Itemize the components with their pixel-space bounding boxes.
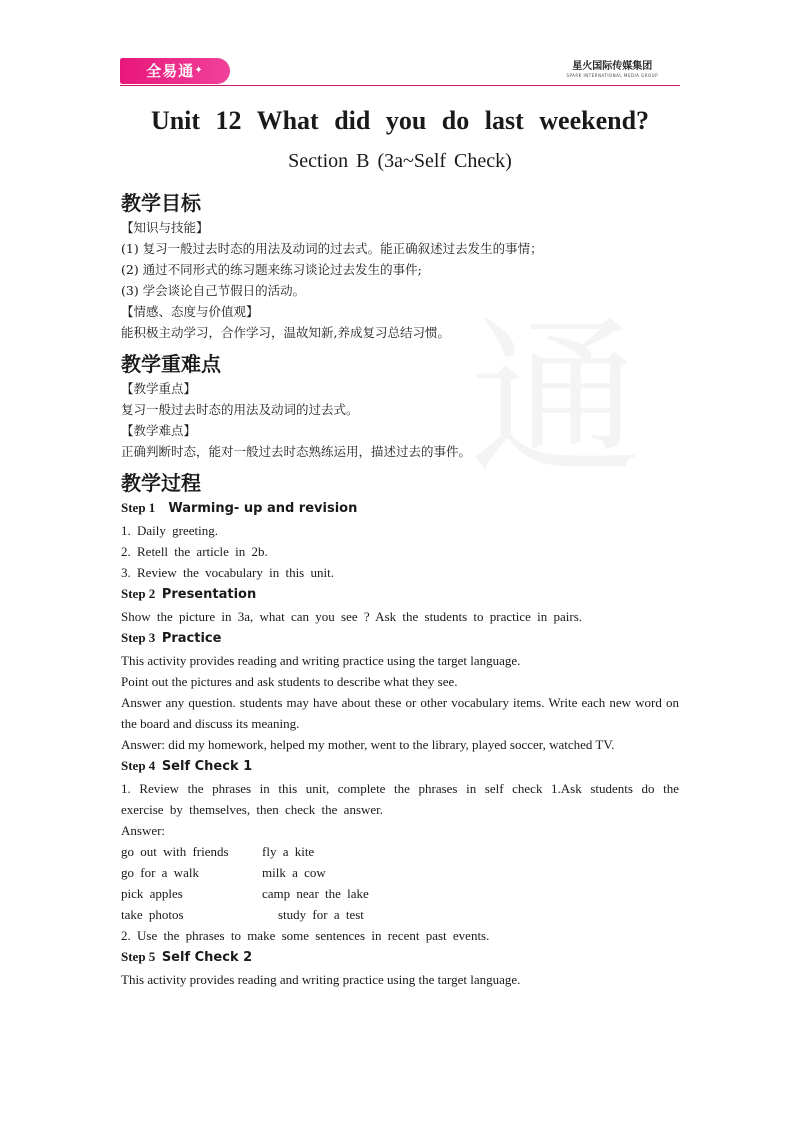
objective-item: (2) 通过不同形式的练习题来练习谈论过去发生的事件; [121,262,422,277]
step-heading [121,583,679,606]
phrase: study for a test [278,907,364,922]
difficulty-text: 正确判断时态，能对一般过去时态熟练运用，描述过去的事件。 [121,444,472,459]
objective-item: (1) 复习一般过去时态的用法及动词的过去式。能正确叙述过去发生的事情； [121,241,543,256]
step-heading [121,627,679,650]
page-subtitle: Section B (3a~Self Check) [288,150,512,172]
step-line: This activity provides reading and writing practice using the target language. [121,972,521,987]
phrase: fly a kite [262,844,315,859]
publisher-name-en: SPARK INTERNATIONAL MEDIA GROUP [566,73,658,78]
phrase-row [121,841,679,862]
step-title: Practice [161,631,222,646]
phrase: take photos [121,907,184,922]
focus-label: 【教学重点】 [121,381,197,396]
section-heading-key-points: 教学重难点 [121,352,221,376]
phrase: go out with friends [121,844,229,859]
step-title: Self Check 1 [161,759,253,774]
section-heading-process: 教学过程 [121,471,201,495]
page-title: Unit 12 What did you do last weekend? [150,106,650,135]
phrase: milk a cow [262,865,326,880]
step-line: Point out the pictures and ask students to describe what they see. [121,674,458,689]
objective-item: (3) 学会谈论自己节假日的活动。 [121,283,306,298]
step-number: Step 5 [121,949,156,964]
step-heading [121,755,679,778]
logo: 全易通✦ [120,58,230,84]
attitude-text: 能积极主动学习，合作学习，温故知新,养成复习总结习惯。 [121,325,450,340]
step-line: 1. Daily greeting. [121,523,218,538]
phrase: go for a walk [121,865,199,880]
attitude-label: 【情感、态度与价值观】 [121,304,259,319]
answer-label: Answer: [121,823,166,838]
header-divider [120,85,680,86]
step-line: 1. Review the phrases in this unit, complete the phrases in self check 1.Ask students do the exercise by themselves, then check the answer. [121,781,679,817]
phrase-pairs [121,841,679,925]
step-line: This activity provides reading and writing practice using the target language. [121,653,521,668]
step-heading [121,497,679,520]
step-line: 3. Review the vocabulary in this unit. [121,565,334,580]
step-number: Step 4 [121,758,156,773]
publisher-brand [566,61,658,79]
step-number: Step 3 [121,630,156,645]
step-line: Show the picture in 3a, what can you see ? Ask the students to practice in pairs. [121,609,583,624]
step-line: Answer any question. students may have about these or other vocabulary items. Write each new word on the board and discuss its meaning. [121,695,679,731]
step-line: 2. Retell the article in 2b. [121,544,268,559]
document-body [121,100,679,990]
page-header [120,56,678,86]
publisher-name-cn: 星火国际传媒集团 [572,61,653,72]
step-title: Warming- up and revision [168,501,358,516]
step-title: Self Check 2 [161,950,253,965]
step-title: Presentation [161,587,257,602]
focus-text: 复习一般过去时态的用法及动词的过去式。 [121,402,359,417]
step-heading [121,946,679,969]
phrase: pick apples [121,886,183,901]
phrase: camp near the lake [262,886,369,901]
step-line: Answer: did my homework, helped my mother, went to the library, played soccer, watched TV. [121,737,615,752]
phrase-row [121,883,679,904]
section-heading-objectives: 教学目标 [121,191,201,215]
knowledge-label: 【知识与技能】 [121,220,209,235]
phrase-row [121,904,679,925]
step-number: Step 2 [121,586,156,601]
step-line: 2. Use the phrases to make some sentences in recent past events. [121,928,490,943]
step-number: Step 1 [121,500,156,515]
difficulty-label: 【教学难点】 [121,423,197,438]
phrase-row [121,862,679,883]
